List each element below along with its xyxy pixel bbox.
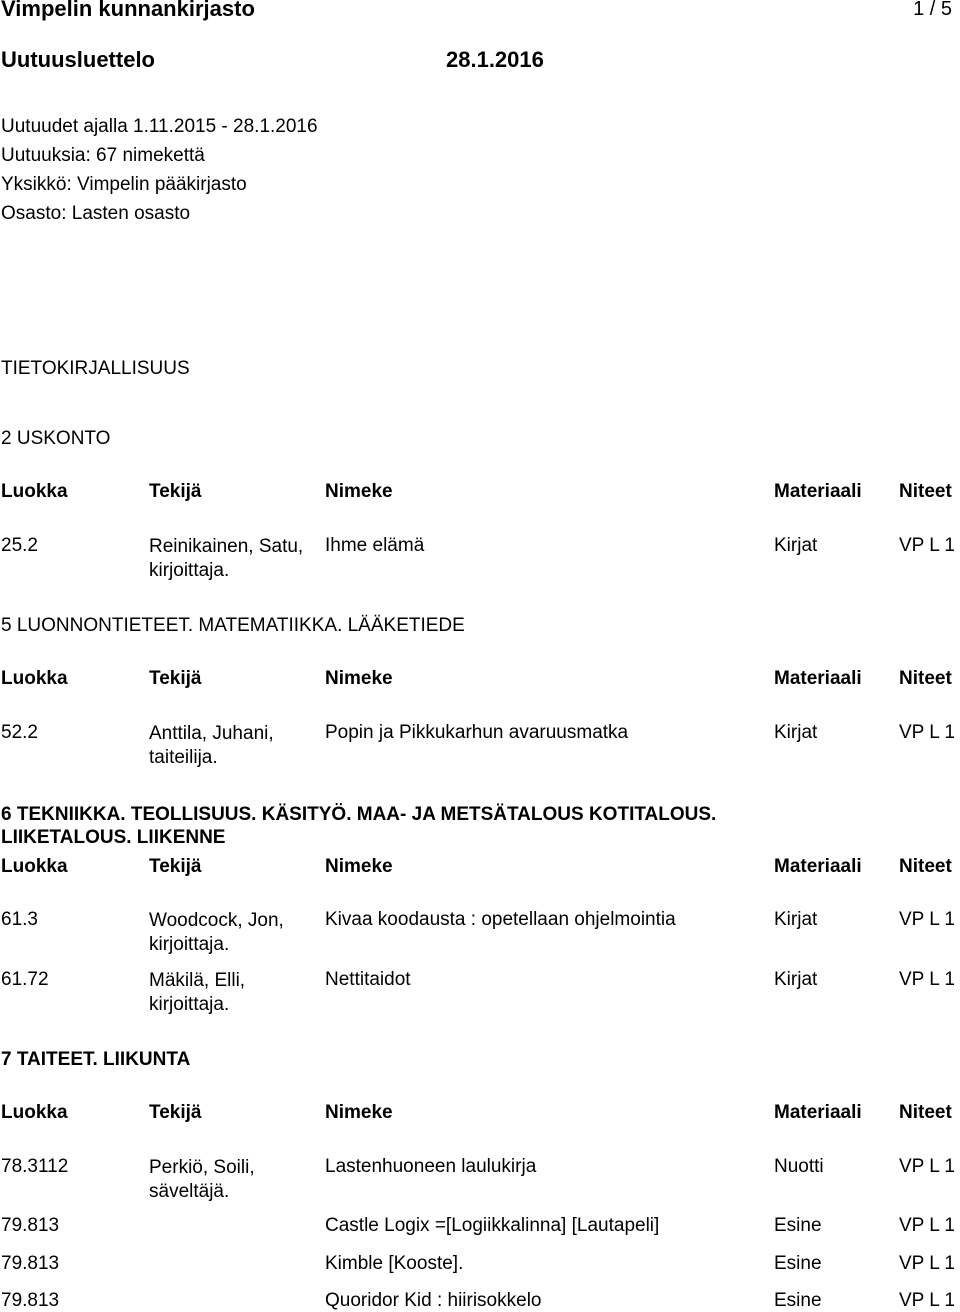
row-volumes: VP L 1 [899,535,955,556]
row-class: 25.2 [1,535,38,556]
row-class: 52.2 [1,722,38,743]
col-author-header: Tekijä [149,1102,202,1123]
col-title-header: Nimeke [325,856,393,877]
col-volumes-header: Niteet [899,856,952,877]
col-material-header: Materiaali [774,856,862,877]
row-material: Kirjat [774,535,818,556]
col-material-header: Materiaali [774,481,862,502]
row-volumes: VP L 1 [899,1290,955,1311]
meta-department: Osasto: Lasten osasto [1,203,191,224]
row-class: 79.813 [1,1215,60,1236]
meta-unit: Yksikkö: Vimpelin pääkirjasto [1,174,247,195]
section-heading-arts: 7 TAITEET. LIIKUNTA [1,1049,191,1070]
row-volumes: VP L 1 [899,969,955,990]
library-name: Vimpelin kunnankirjasto [1,0,255,21]
row-title: Nettitaidot [325,969,411,990]
row-class: 79.813 [1,1290,60,1311]
row-author: Anttila, Juhani, taiteilija. [149,723,274,768]
section-heading-religion: 2 USKONTO [1,428,111,449]
col-material-header: Materiaali [774,1102,862,1123]
row-author: Woodcock, Jon, kirjoittaja. [149,910,284,955]
col-volumes-header: Niteet [899,1102,952,1123]
col-author-header: Tekijä [149,668,202,689]
col-volumes-header: Niteet [899,481,952,502]
row-title: Popin ja Pikkukarhun avaruusmatka [325,722,629,743]
meta-count: Uutuuksia: 67 nimekettä [1,145,205,166]
section-heading-nonfiction: TIETOKIRJALLISUUS [1,358,190,379]
row-material: Esine [774,1290,822,1311]
col-class-header: Luokka [1,856,68,877]
row-class: 79.813 [1,1253,60,1274]
col-volumes-header: Niteet [899,668,952,689]
row-author: Perkiö, Soili, säveltäjä. [149,1157,255,1202]
row-author: Reinikainen, Satu, kirjoittaja. [149,536,304,581]
row-title: Kimble [Kooste]. [325,1253,464,1274]
col-class-header: Luokka [1,481,68,502]
row-class: 61.3 [1,909,38,930]
row-material: Kirjat [774,909,818,930]
row-material: Nuotti [774,1156,824,1177]
col-title-header: Nimeke [325,481,393,502]
col-title-header: Nimeke [325,1102,393,1123]
row-material: Esine [774,1215,822,1236]
row-volumes: VP L 1 [899,1253,955,1274]
row-volumes: VP L 1 [899,1215,955,1236]
row-material: Esine [774,1253,822,1274]
row-material: Kirjat [774,969,818,990]
row-title: Lastenhuoneen laulukirja [325,1156,537,1177]
row-class: 78.3112 [1,1156,69,1177]
row-author: Mäkilä, Elli, kirjoittaja. [149,970,246,1015]
row-volumes: VP L 1 [899,1156,955,1177]
col-class-header: Luokka [1,668,68,689]
row-volumes: VP L 1 [899,722,955,743]
section-heading-natural-sciences: 5 LUONNONTIETEET. MATEMATIIKKA. LÄÄKETIEDE [1,615,465,636]
section-heading-technology-2: LIIKETALOUS. LIIKENNE [1,827,226,848]
row-volumes: VP L 1 [899,909,955,930]
meta-period: Uutuudet ajalla 1.11.2015 - 28.1.2016 [1,116,318,137]
col-material-header: Materiaali [774,668,862,689]
col-class-header: Luokka [1,1102,68,1123]
col-title-header: Nimeke [325,668,393,689]
row-title: Kivaa koodausta : opetellaan ohjelmointia [325,909,676,930]
col-author-header: Tekijä [149,856,202,877]
row-title: Quoridor Kid : hiirisokkelo [325,1290,542,1311]
col-author-header: Tekijä [149,481,202,502]
list-title: Uutuusluettelo [1,47,155,72]
page-number: 1 / 5 [913,0,952,20]
section-heading-technology-1: 6 TEKNIIKKA. TEOLLISUUS. KÄSITYÖ. MAA- JA METSÄTALOUS KOTITALOUS. [1,804,717,825]
row-title: Castle Logix =[Logiikkalinna] [Lautapeli] [325,1215,660,1236]
row-material: Kirjat [774,722,818,743]
list-date: 28.1.2016 [446,47,544,72]
row-title: Ihme elämä [325,535,425,556]
row-class: 61.72 [1,969,49,990]
